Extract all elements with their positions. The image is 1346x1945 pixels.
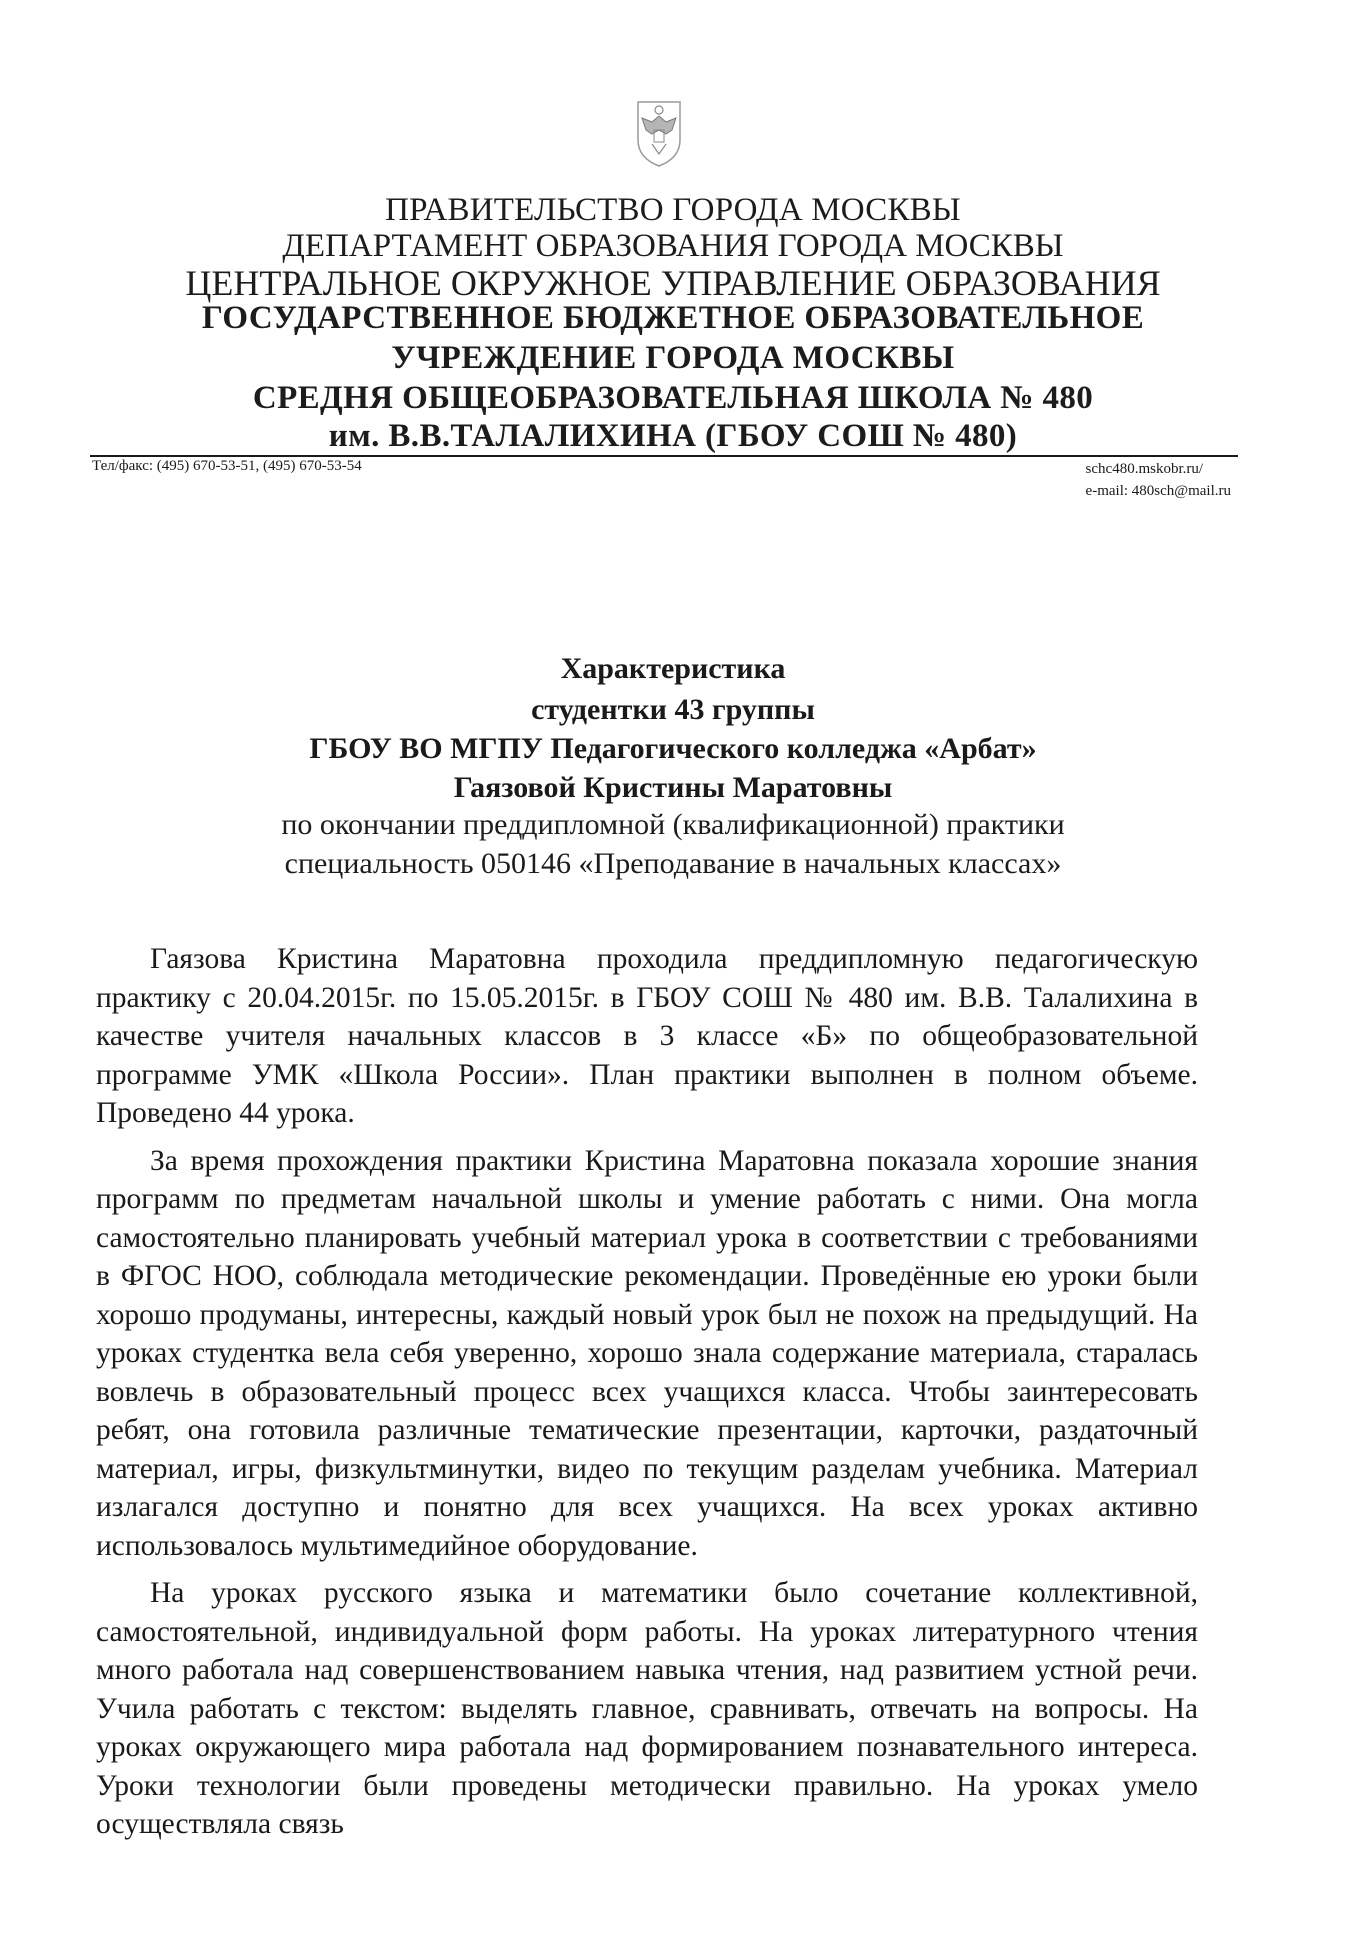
org-line-government: ПРАВИТЕЛЬСТВО ГОРОДА МОСКВЫ: [385, 192, 961, 228]
org-line-department: ДЕПАРТАМЕНТ ОБРАЗОВАНИЯ ГОРОДА МОСКВЫ: [282, 228, 1064, 264]
org-line-institution-1: ГОСУДАРСТВЕННОЕ БЮДЖЕТНОЕ ОБРАЗОВАТЕЛЬНОЕ: [201, 300, 1145, 336]
paragraph: Гаязова Кристина Маратовна проходила преддипломную педагогическую практику с 20.04.2015г. по 15.05.2015г. в ГБОУ СОШ № 480 им. В.В. Талалихина в качестве учителя начальных классов в 3 классе «Б» по общеобразовательной программе УМК «Школа России». План практики выполнен в полном объеме. Проведено 44 урока.: [96, 943, 1198, 1129]
org-line-institution-2: УЧРЕЖДЕНИЕ ГОРОДА МОСКВЫ: [391, 340, 955, 376]
header-divider: [90, 455, 1238, 457]
paragraph: На уроках русского языка и математики было сочетание коллективной, самостоятельной, индивидуальной форм работы. На уроках литературного чтения много работала над совершенствованием навыка чтения, над развитием устной речи. Учила работать с текстом: выделять главное, сравнивать, отвечать на вопросы. На уроках окружающего мира работала над формированием познавательного интереса. Уроки технологии были проведены методически правильно. На уроках умело осуществляла связь: [96, 1577, 1198, 1840]
body-text: [96, 940, 1198, 1853]
website-link[interactable]: schc480.mskobr.ru/: [1085, 461, 1204, 477]
student-group: студентки 43 группы: [531, 693, 815, 726]
org-line-district: ЦЕНТРАЛЬНОЕ ОКРУЖНОЕ УПРАВЛЕНИЕ ОБРАЗОВАНИЯ: [185, 263, 1161, 303]
practice-type: по окончании преддипломной (квалификационной) практики: [281, 808, 1065, 841]
coat-of-arms-icon: [628, 96, 690, 170]
student-name: Гаязовой Кристины Маратовны: [453, 771, 893, 804]
org-line-school-name: им. В.В.ТАЛАЛИХИНА (ГБОУ СОШ № 480): [328, 418, 1018, 454]
email-link[interactable]: e-mail: 480sch@mail.ru: [1085, 483, 1231, 499]
document-title: Характеристика: [560, 652, 786, 685]
phone-fax: Тел/факс: (495) 670-53-51, (495) 670-53-54: [92, 458, 362, 474]
org-line-school: СРЕДНЯ ОБЩЕОБРАЗОВАТЕЛЬНАЯ ШКОЛА № 480: [252, 380, 1094, 416]
paragraph: За время прохождения практики Кристина Маратовна показала хорошие знания программ по предметам начальной школы и умение работать с ними. Она могла самостоятельно планировать учебный материал урока в соответствии с требованиями в ФГОС НОО, соблюдала методические рекомендации. Проведённые ею уроки были хорошо продуманы, интересны, каждый новый урок был не похож на предыдущий. На уроках студентка вела себя уверенно, хорошо знала содержание материала, старалась вовлечь в образовательный процесс всех учащихся класса. Чтобы заинтересовать ребят, она готовила различные тематические презентации, карточки, раздаточный материал, игры, физкультминутки, видео по текущим разделам учебника. Материал излагался доступно и понятно для всех учащихся. На всех уроках активно использовалось мультимедийное оборудование.: [96, 1144, 1198, 1562]
college-name: ГБОУ ВО МГПУ Педагогического колледжа «Арбат»: [309, 732, 1037, 765]
contact-block: [1086, 458, 1231, 502]
specialty: специальность 050146 «Преподавание в начальных классах»: [284, 847, 1062, 880]
